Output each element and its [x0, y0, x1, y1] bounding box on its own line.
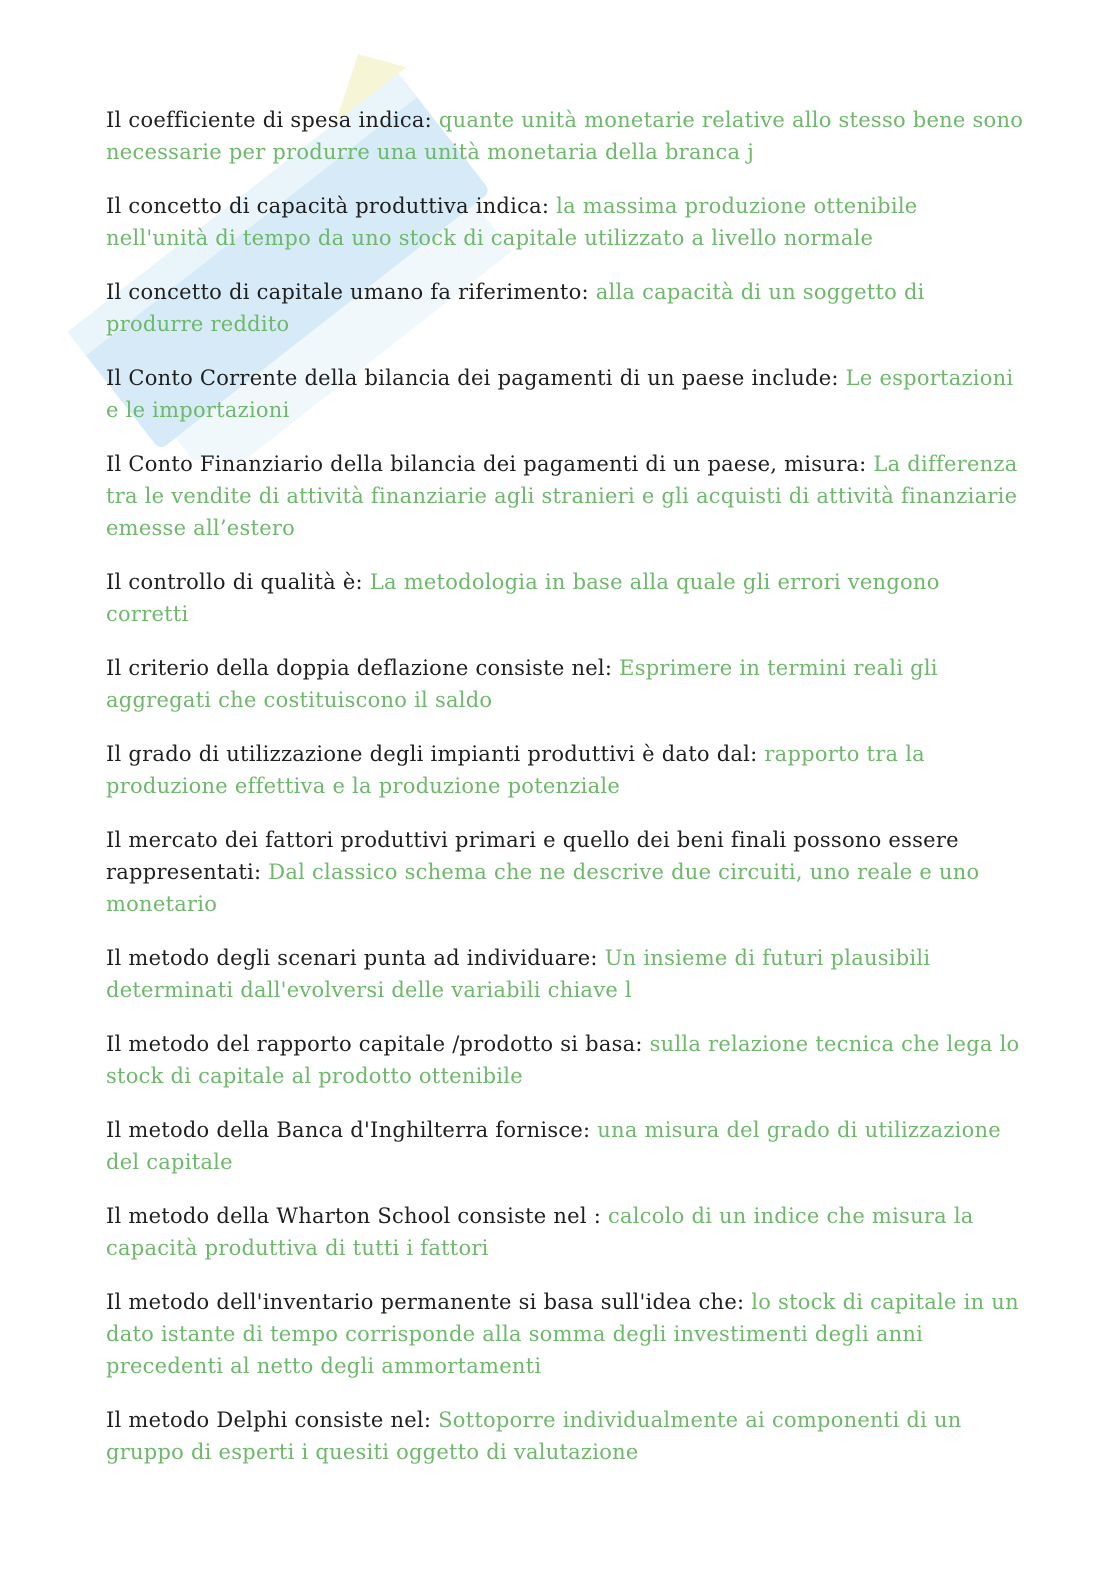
qa-item [106, 652, 1026, 716]
qa-item [106, 566, 1026, 630]
qa-item [106, 1286, 1026, 1382]
qa-item [106, 448, 1026, 544]
question-text: Il controllo di qualità è: [106, 570, 370, 594]
question-text: Il mercato dei fattori produttivi primari e quello dei beni finali possono essere rappresentati: [106, 828, 959, 884]
answer-text: Esprimere in termini reali gli aggregati che costituiscono il saldo [106, 656, 938, 712]
qa-item [106, 1114, 1026, 1178]
question-text: Il Conto Finanziario della bilancia dei pagamenti di un paese, misura: [106, 452, 874, 476]
qa-item [106, 362, 1026, 426]
question-text: Il grado di utilizzazione degli impianti produttivi è dato dal: [106, 742, 765, 766]
question-text: Il metodo della Wharton School consiste nel : [106, 1204, 609, 1228]
qa-item [106, 1404, 1026, 1468]
question-text: Il concetto di capitale umano fa riferimento: [106, 280, 596, 304]
question-text: Il metodo della Banca d'Inghilterra fornisce: [106, 1118, 598, 1142]
qa-item [106, 190, 1026, 254]
answer-text: La metodologia in base alla quale gli errori vengono corretti [106, 570, 940, 626]
answer-text: lo stock di capitale in un dato istante di tempo corrisponde alla somma degli investimenti degli anni precedenti al netto degli ammortamenti [106, 1290, 1019, 1378]
answer-text: Le esportazioni e le importazioni [106, 366, 1014, 422]
answer-text: calcolo di un indice che misura la capacità produttiva di tutti i fattori [106, 1204, 974, 1260]
question-text: Il Conto Corrente della bilancia dei pagamenti di un paese include: [106, 366, 846, 390]
answer-text: quante unità monetarie relative allo stesso bene sono necessarie per produrre una unità monetaria della branca j [106, 108, 1024, 164]
question-text: Il metodo degli scenari punta ad individuare: [106, 946, 605, 970]
question-text: Il coefficiente di spesa indica: [106, 108, 439, 132]
answer-text: rapporto tra la produzione effettiva e la produzione potenziale [106, 742, 925, 798]
qa-item [106, 824, 1026, 920]
answer-text: Sottoporre individualmente ai componenti di un gruppo di esperti i quesiti oggetto di valutazione [106, 1408, 962, 1464]
document-body [106, 104, 1026, 1490]
answer-text: una misura del grado di utilizzazione del capitale [106, 1118, 1001, 1174]
answer-text: La differenza tra le vendite di attività finanziarie agli stranieri e gli acquisti di attività finanziarie emesse all’estero [106, 452, 1018, 540]
answer-text: Un insieme di futuri plausibili determinati dall'evolversi delle variabili chiave l [106, 946, 931, 1002]
qa-item [106, 1028, 1026, 1092]
qa-item [106, 738, 1026, 802]
qa-item [106, 104, 1026, 168]
question-text: Il concetto di capacità produttiva indica: [106, 194, 557, 218]
question-text: Il criterio della doppia deflazione consiste nel: [106, 656, 620, 680]
question-text: Il metodo dell'inventario permanente si basa sull'idea che: [106, 1290, 752, 1314]
answer-text: la massima produzione ottenibile nell'unità di tempo da uno stock di capitale utilizzato a livello normale [106, 194, 918, 250]
answer-text: Dal classico schema che ne descrive due circuiti, uno reale e uno monetario [106, 860, 980, 916]
qa-item [106, 1200, 1026, 1264]
question-text: Il metodo Delphi consiste nel: [106, 1408, 439, 1432]
answer-text: alla capacità di un soggetto di produrre reddito [106, 280, 925, 336]
qa-item [106, 276, 1026, 340]
qa-item [106, 942, 1026, 1006]
question-text: Il metodo del rapporto capitale /prodotto si basa: [106, 1032, 650, 1056]
answer-text: sulla relazione tecnica che lega lo stock di capitale al prodotto ottenibile [106, 1032, 1020, 1088]
